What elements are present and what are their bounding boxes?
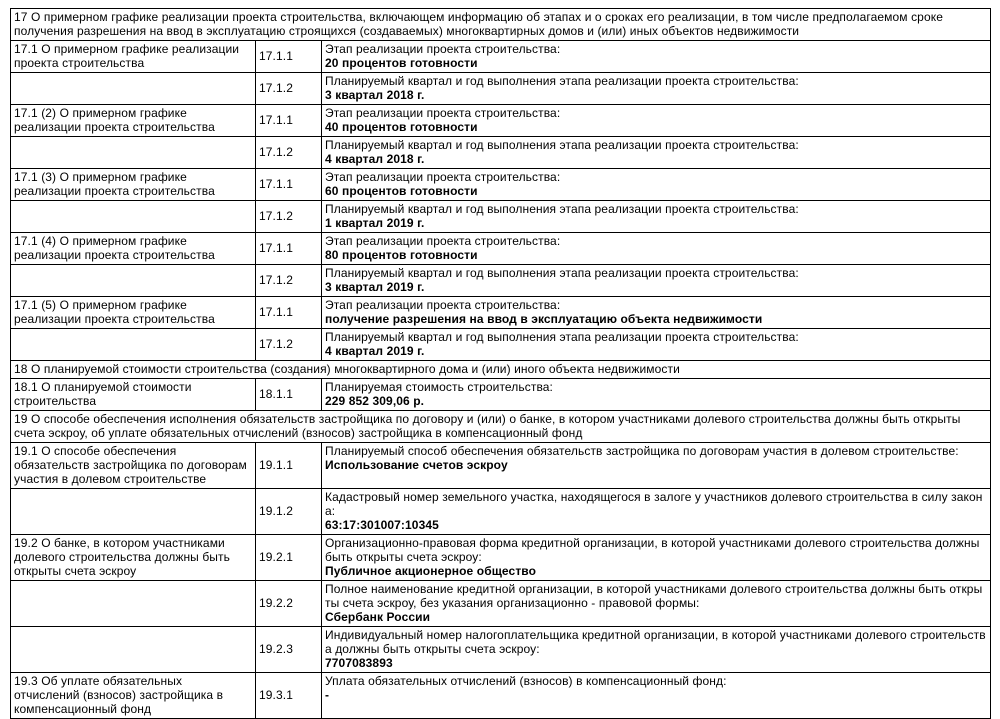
row-code: 17.1.1 [256,297,322,329]
field-caption: Этап реализации проекта строительства: [325,234,561,248]
table-row [11,233,991,265]
row-code: 19.1.1 [256,443,322,489]
section-header-text: 17 О примерном графике реализации проекта строительства, включающем информацию об этапах и о сроках его реализации, в том числе предполагаемом сроке получения разрешения на ввод в эксплуатацию строящихся (создаваемых) многоквартирных домов и (или) иных объектов недвижимости [11,9,991,41]
table-row [11,41,991,73]
field-caption: Полное наименование кредитной организации, в которой участниками долевого строительства должны быть открыты счета эскроу, без указания организационно - правовой формы: [325,582,983,610]
row-code: 19.2.3 [256,627,322,673]
row-code: 17.1.1 [256,169,322,201]
row-content [322,443,991,489]
row-content [322,265,991,297]
table-row [11,581,991,627]
table-row [11,443,991,489]
row-content [322,297,991,329]
row-content [322,329,991,361]
section-header-text: 18 О планируемой стоимости строительства (создания) многоквартирного дома и (или) иного объекта недвижимости [11,361,991,379]
row-topic-label: 17.1 (4) О примерном графике реализации проекта строительства [11,233,256,265]
row-content [322,489,991,535]
row-topic-label: 17.1 (2) О примерном графике реализации проекта строительства [11,105,256,137]
row-content [322,673,991,719]
row-topic-label [11,329,256,361]
row-content [322,627,991,673]
table-row [11,169,991,201]
row-topic-label [11,489,256,535]
row-code: 19.2.2 [256,581,322,627]
field-caption: Планируемый квартал и год выполнения этапа реализации проекта строительства: [325,330,799,344]
project-declaration-table [10,8,991,719]
field-caption: Планируемый квартал и год выполнения этапа реализации проекта строительства: [325,138,799,152]
row-topic-label: 17.1 (3) О примерном графике реализации проекта строительства [11,169,256,201]
field-caption: Организационно-правовая форма кредитной организации, в которой участниками долевого строительства должны быть открыты счета эскроу: [325,536,980,564]
row-topic-label: 19.2 О банке, в котором участниками долевого строительства должны быть открыты счета эскроу [11,535,256,581]
row-code: 17.1.2 [256,329,322,361]
row-topic-label [11,265,256,297]
row-code: 17.1.2 [256,73,322,105]
row-content [322,379,991,411]
row-topic-label [11,201,256,233]
field-caption: Планируемый квартал и год выполнения этапа реализации проекта строительства: [325,202,799,216]
field-caption: Этап реализации проекта строительства: [325,298,561,312]
field-value: 63:17:301007:10345 [325,518,439,532]
row-content [322,137,991,169]
field-caption: Планируемый способ обеспечения обязательств застройщика по договорам участия в долевом строительстве: [325,444,959,458]
row-content [322,105,991,137]
table-row [11,297,991,329]
table-row [11,137,991,169]
table-row [11,329,991,361]
field-value: 80 процентов готовности [325,248,478,262]
row-code: 17.1.2 [256,201,322,233]
field-value: 60 процентов готовности [325,184,478,198]
field-value: 1 квартал 2019 г. [325,216,425,230]
field-caption: Уплата обязательных отчислений (взносов) в компенсационный фонд: [325,674,727,688]
row-topic-label [11,73,256,105]
field-value: 7707083893 [325,656,393,670]
field-caption: Этап реализации проекта строительства: [325,42,561,56]
row-code: 17.1.2 [256,265,322,297]
field-caption: Планируемый квартал и год выполнения этапа реализации проекта строительства: [325,74,799,88]
table-row [11,379,991,411]
field-value: 4 квартал 2019 г. [325,344,425,358]
table-body [11,9,991,719]
section-header-row [11,411,991,443]
field-value: 229 852 309,06 р. [325,394,425,408]
field-caption: Этап реализации проекта строительства: [325,106,561,120]
field-caption: Планируемый квартал и год выполнения этапа реализации проекта строительства: [325,266,799,280]
row-topic-label: 17.1 О примерном графике реализации проекта строительства [11,41,256,73]
field-value: - [325,688,330,702]
table-row [11,201,991,233]
field-value: 4 квартал 2018 г. [325,152,425,166]
row-topic-label: 18.1 О планируемой стоимости строительства [11,379,256,411]
table-row [11,535,991,581]
row-topic-label [11,627,256,673]
field-caption: Индивидуальный номер налогоплательщика кредитной организации, в которой участниками долевого строительства должны быть открыты счета эскроу: [325,628,986,656]
table-row [11,627,991,673]
table-row [11,73,991,105]
row-content [322,233,991,265]
field-value: 20 процентов готовности [325,56,478,70]
row-content [322,535,991,581]
row-topic-label: 17.1 (5) О примерном графике реализации проекта строительства [11,297,256,329]
row-topic-label [11,137,256,169]
row-code: 19.3.1 [256,673,322,719]
row-code: 19.1.2 [256,489,322,535]
row-content [322,581,991,627]
field-caption: Этап реализации проекта строительства: [325,170,561,184]
field-value: Использование счетов эскроу [325,458,508,472]
row-topic-label: 19.1 О способе обеспечения обязательств застройщика по договорам участия в долевом строительстве [11,443,256,489]
field-value: 40 процентов готовности [325,120,478,134]
row-topic-label: 19.3 Об уплате обязательных отчислений (взносов) застройщика в компенсационный фонд [11,673,256,719]
row-content [322,73,991,105]
field-value: Сбербанк России [325,610,431,624]
field-value: Публичное акционерное общество [325,564,537,578]
row-code: 19.2.1 [256,535,322,581]
row-content [322,41,991,73]
table-row [11,489,991,535]
field-value: получение разрешения на ввод в эксплуатацию объекта недвижимости [325,312,763,326]
row-code: 17.1.2 [256,137,322,169]
field-value: 3 квартал 2019 г. [325,280,425,294]
row-code: 17.1.1 [256,41,322,73]
table-row [11,105,991,137]
field-value: 3 квартал 2018 г. [325,88,425,102]
field-caption: Кадастровый номер земельного участка, находящегося в залоге у участников долевого строительства в силу закона: [325,490,983,518]
row-content [322,169,991,201]
row-code: 17.1.1 [256,105,322,137]
row-code: 18.1.1 [256,379,322,411]
section-header-row [11,9,991,41]
row-topic-label [11,581,256,627]
table-row [11,673,991,719]
section-header-row [11,361,991,379]
table-row [11,265,991,297]
row-code: 17.1.1 [256,233,322,265]
field-caption: Планируемая стоимость строительства: [325,380,553,394]
section-header-text: 19 О способе обеспечения исполнения обязательств застройщика по договору и (или) о банке, в котором участниками долевого строительства должны быть открыты счета эскроу, об уплате обязательных отчислений (взносов) застройщика в компенсационный фонд [11,411,991,443]
row-content [322,201,991,233]
